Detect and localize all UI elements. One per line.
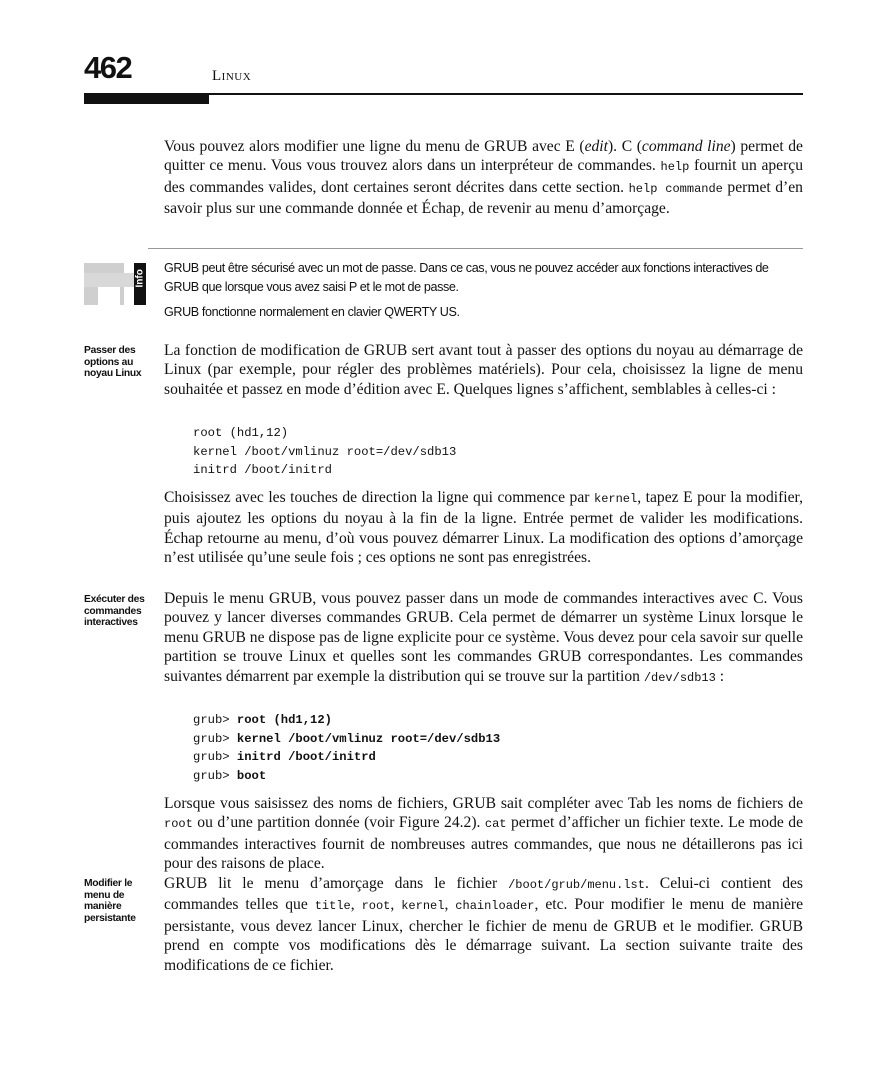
italic-term: command line — [641, 138, 731, 155]
code-line: kernel /boot/vmlinuz root=/dev/sdb13 — [193, 444, 457, 459]
text: , tapez E pour la modifier, puis ajoutez les options du noyau à la fin de la ligne. Entrée permet de valider les modifications. Échap retourne au menu, d’où vous pouvez démarrer Linux. La modification des options d’amorçage n’est utilisée qu’une seule fois ; ces options ne sont pas enregistrées. — [164, 489, 803, 567]
code-block-grub-commands — [193, 711, 500, 785]
info-icon-shape — [84, 273, 134, 287]
info-note-line: GRUB fonctionne normalement en clavier QWERTY US. — [164, 305, 460, 319]
margin-note-interactive-commands: Exécuter des commandes interactives — [84, 594, 145, 628]
text: GRUB lit le menu d’amorçage dans le fichier — [164, 875, 509, 892]
inline-code: /dev/sdb13 — [643, 670, 716, 685]
paragraph-interactive — [164, 589, 803, 688]
paragraph-intro — [164, 137, 803, 219]
text: . Celui-ci contient des commandes telles que — [164, 875, 803, 914]
code-line — [193, 767, 500, 786]
text: , — [350, 896, 362, 914]
paragraph-completion — [164, 794, 803, 874]
text: Depuis le menu GRUB, vous pouvez passer dans un mode de commandes interactives avec C. Vous pouvez y lancer diverses commandes GRUB. Cela permet de démarrer un système Linux lorsque le menu GRUB ne dispose pas de ligne explicite pour ce système. Vous devez pour cela savoir sur quelle partition se trouve Linux et quelles sont les commandes GRUB correspondantes. Les commandes suivantes démarrent par exemple la distribution qui se trouve sur la partition — [164, 590, 803, 685]
text: ou d’une partition donnée (voir Figure 24.2). — [192, 814, 485, 832]
command: root (hd1,12) — [236, 713, 332, 727]
text: Lorsque vous saisissez des noms de fichiers, GRUB sait compléter avec Tab les noms de fichiers de — [164, 795, 803, 812]
text: permet d’afficher un fichier texte. Le mode de commandes interactives fournit de nombreuses autres commandes, que nous ne détaillerons pas ici pour des raisons de place. — [164, 814, 803, 873]
command: boot — [236, 768, 267, 783]
text: , etc. Pour modifier le menu de manière persistante, vous devez lancer Linux, chercher le fichier de menu de GRUB et le modifier. GRUB prend en compte vos modifications dès le démarrage suivant. La section suivante traite des modifications de ce fichier. — [164, 896, 804, 974]
command: kernel /boot/vmlinuz root=/dev/sdb13 — [236, 731, 501, 746]
italic-term: edit — [584, 138, 608, 155]
prompt: grub> — [193, 750, 237, 764]
prompt: grub> — [193, 768, 237, 783]
inline-code: kernel — [594, 492, 638, 506]
text: Choisissez avec les touches de direction la ligne qui commence par — [164, 489, 594, 506]
prompt: grub> — [193, 713, 237, 727]
info-note — [164, 259, 804, 322]
inline-code: /boot/grub/menu.lst — [508, 878, 645, 892]
inline-code: kernel — [401, 899, 445, 914]
code-line — [193, 748, 500, 767]
text: permet d’en savoir plus sur une commande donnée et Échap, de revenir au menu d’amorçage. — [164, 178, 803, 218]
inline-code: root — [361, 899, 391, 914]
note-divider — [148, 248, 803, 249]
command: initrd /boot/initrd — [236, 750, 376, 764]
paragraph-menu — [164, 874, 803, 975]
code-block-menu-lines — [193, 424, 456, 480]
text: : — [715, 667, 725, 685]
prompt: grub> — [193, 731, 237, 746]
info-icon-label: Info — [134, 269, 146, 288]
code-line: root (hd1,12) — [193, 426, 289, 440]
paragraph-kernel: La fonction de modification de GRUB sert avant tout à passer des options du noyau au démarrage de Linux (par exemple, pour régler des problèmes matériels). Pour cela, choisissez la ligne de menu souhaitée et passez en mode d’édition avec E. Quelques lignes s’affichent, semblables à celles-ci : — [164, 342, 803, 398]
inline-code: root — [164, 817, 193, 832]
text: ). C ( — [607, 138, 642, 155]
margin-note-kernel-options: Passer des options au noyau Linux — [84, 345, 142, 379]
info-icon — [84, 263, 146, 305]
text: fournit un aperçu des commandes valides, dont certaines seront décrites dans cette section. — [164, 157, 803, 196]
code-line: initrd /boot/initrd — [193, 463, 332, 477]
text: ) permet de quitter ce menu. Vous vous trouvez alors dans un interpréteur de commandes. — [164, 138, 803, 175]
inline-code: cat — [484, 817, 507, 832]
running-title: Linux — [212, 68, 252, 84]
inline-code: chainloader — [455, 899, 535, 914]
margin-note-persistent-menu: Modifier le menu de manière persistante — [84, 878, 136, 924]
text: Vous pouvez alors modifier une ligne du menu de GRUB avec E ( — [164, 138, 585, 155]
inline-code: help commande — [628, 181, 723, 196]
page-number: 462 — [84, 50, 132, 85]
info-icon-shape — [98, 287, 120, 305]
paragraph-choose — [164, 488, 803, 568]
text: , — [444, 896, 456, 914]
code-line — [193, 730, 500, 749]
info-note-line: GRUB peut être sécurisé avec un mot de passe. Dans ce cas, vous ne pouvez accéder aux fonctions interactives de GRUB que lorsque vous avez saisi P et le mot de passe. — [164, 261, 769, 294]
header-rule-bar — [84, 93, 209, 104]
text: , — [390, 896, 402, 914]
inline-code: help — [660, 160, 690, 175]
code-line — [193, 711, 500, 730]
inline-code: title — [314, 899, 351, 914]
